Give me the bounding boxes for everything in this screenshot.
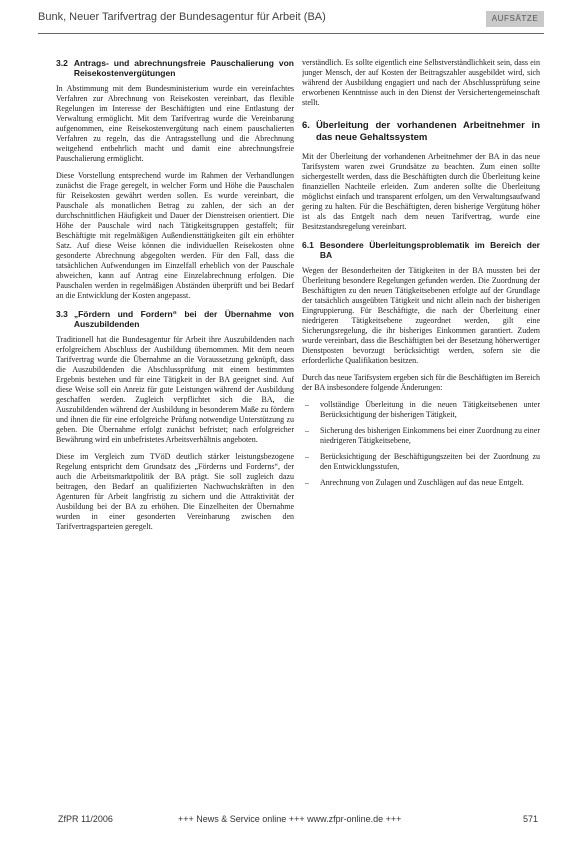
paragraph: Diese Vorstellung entsprechend wurde im Rahmen der Verhandlungen zunächst die Frage geregelt, in welcher Form und Höhe die Pauschalen für Reisekosten gewährt werden sollen. Es wurde vereinbart, die Pauschale als monatlichen Betrag zu zahlen, der sich an der durchschnittlichen Häufigkeit und Dauer der Dienstreisen orientiert. Die Höhe der Pauschale wird nach Tätigkeitsgruppen gestaffelt; für Beschäftigte mit regelmäßigen Außendiensttätigkeiten gilt ein erhöhter Satz. Auf diese Weise können die individuellen Reisekosten ohne gesonderte Abrechnung abgegolten werden. Für den Fall, dass die tatsächlichen Aufwendungen im Einzelfall erheblich von der Pauschale abweichen, kann auf Antrag eine Einzelabrechnung erfolgen. Die Pauschalen werden in regelmäßigen Abständen überprüft und bei Bedarf an die Entwicklung der Kosten angepasst. — [56, 171, 294, 300]
journal-issue: ZfPR 11/2006 — [58, 814, 113, 824]
list-item — [302, 452, 540, 472]
paragraph: Wegen der Besonderheiten der Tätigkeiten in der BA mussten bei der Überleitung besondere Regelungen gefunden werden. Die Zuordnung der Beschäftigten zu den neuen Tätigkeitsebenen erfolgte auf der Grundlage der tatsächlich ausgeübten Tätigkeit und nicht allein nach der bisherigen Eingruppierung. Für Beschäftigte, die nach der Überleitung einer niedrigeren Tätigkeitsebene zugeordnet werden, gilt eine Sicherungsregelung, die ihr bisheriges Einkommen garantiert. Zudem wurde vereinbart, dass die Beschäftigten bei der Besetzung höherwertiger Dienstposten bevorzugt berücksichtigt werden, sofern sie die erforderliche Qualifikation besitzen. — [302, 266, 540, 365]
paragraph: verständlich. Es sollte eigentlich eine Selbstverständlichkeit sein, dass ein junger Mensch, der auf Kosten der Beitragszahler ausgebildet wird, sich während der Ausbildung engagiert und nach der Abschlussprüfung seine erworbenen Kenntnisse auch in den Dienst der Versichertengemeinschaft stellt. — [302, 58, 540, 107]
dash-bullet-icon: – — [305, 452, 309, 461]
page-number: 571 — [522, 814, 538, 824]
list-item-text: vollständige Überleitung in die neuen Tätigkeitsebenen unter Berücksichtigung der bisherigen Tätigkeit, — [320, 400, 540, 419]
list-item — [302, 400, 540, 420]
section-heading-text: Überleitung der vorhandenen Arbeitnehmer in das neue Gehaltssystem — [315, 120, 540, 143]
list-item-text: Anrechnung von Zulagen und Zuschlägen auf das neue Entgelt. — [320, 478, 524, 487]
section-number: 3.3 — [56, 309, 68, 319]
dash-bullet-icon: – — [305, 400, 309, 409]
list-item-text: Berücksichtigung der Beschäftigungszeiten bei der Zuordnung zu den Entwicklungsstufen, — [320, 452, 540, 471]
dash-bullet-icon: – — [305, 426, 309, 435]
paragraph: Diese im Vergleich zum TVöD deutlich stärker leistungsbezogene Regelung entspricht dem Grundsatz des „Förderns und Forderns“, der auch die Arbeitsmarktpolitik der BA prägt. Sie soll zugleich dazu beitragen, den Bedarf an qualifizierten Nachwuchskräften in den Agenturen für Arbeit langfristig zu sichern und die Attraktivität der Ausbildung bei der BA zu erhöhen. Die Einzelheiten der Übernahme wurden in einer gesonderten Vereinbarung zwischen den Tarifvertragsparteien geregelt. — [56, 452, 294, 531]
section-heading-text: „Fördern und Fordern“ bei der Übernahme von Auszubildenden — [73, 309, 294, 329]
section-number: 6.1 — [302, 240, 314, 250]
left-column — [56, 58, 294, 804]
list-item-text: Sicherung des bisherigen Einkommens bei einer Zuordnung zu einer niedrigeren Tätigkeitsebene, — [320, 426, 540, 445]
paragraph: In Abstimmung mit dem Bundesministerium wurde ein vereinfachtes Verfahren zur Abrechnung von Reisekosten vereinbart, das flexible Regelungen im Interesse der Beschäftigten und eine Entlastung der Verwaltung ermöglicht. Mit dem Tarifvertrag wurde die Vereinbarung aufgenommen, eine Reisekostenvergütung nach einem pauschalierten Verfahren zu regeln, das die Antragsstellung und die Abrechnung weitgehend entbehrlich macht und damit eine abrechnungsfreie Pauschalierung ermöglicht. — [56, 84, 294, 163]
running-header — [38, 9, 544, 34]
section-heading-6 — [302, 120, 540, 144]
right-column — [302, 58, 540, 804]
section-heading-text: Antrags- und abrechnungsfreie Pauschalierung von Reisekostenvergütungen — [73, 58, 294, 78]
section-heading-3-2 — [56, 58, 294, 78]
section-heading-6-1 — [302, 240, 540, 260]
header-title: Bunk, Neuer Tarifvertrag der Bundesagentur für Arbeit (BA) — [38, 11, 326, 23]
section-badge: AUFSÄTZE — [486, 11, 544, 27]
section-number: 3.2 — [56, 58, 68, 68]
paragraph: Mit der Überleitung der vorhandenen Arbeitnehmer der BA in das neue Tarifsystem waren zwei Grundsätze zu beachten. Zum einen sollte sichergestellt werden, dass die Beschäftigten durch die Überleitung keine finanziellen Nachteile erleiden. Zum anderen sollte die Überleitung möglichst einfach und transparent erfolgen, um den Verwaltungsaufwand gering zu halten. Für die Beschäftigten, deren bisherige Vergütung höher ist als das Entgelt nach dem neuen Tarifvertrag, wurde eine Besitzstandsregelung vereinbart. — [302, 152, 540, 231]
paragraph: Traditionell hat die Bundesagentur für Arbeit ihre Auszubildenden nach erfolgreichem Abschluss der Ausbildung übernommen. Mit dem neuen Tarifvertrag wurde die Übernahme an die Voraussetzung geknüpft, dass die Auszubildenden die Abschlussprüfung mit einem bestimmten Ergebnis bestehen und für eine Tätigkeit in der BA geeignet sind. Auf diese Weise soll ein Anreiz für gute Leistungen während der Ausbildung geschaffen werden. Zugleich verpflichtet sich die BA, die Auszubildenden während der Ausbildung in besonderem Maße zu fördern und ihnen die für eine erfolgreiche Prüfung notwendige Unterstützung zu geben. Die Übernahme erfolgt zunächst befristet; nach erfolgreicher Bewährung wird ein unbefristetes Arbeitsverhältnis angeboten. — [56, 335, 294, 444]
list-item — [302, 478, 540, 488]
section-heading-text: Besondere Überleitungsproblematik im Bereich der BA — [319, 240, 540, 260]
section-heading-3-3 — [56, 309, 294, 329]
section-number: 6. — [302, 120, 310, 131]
footer-website: +++ News & Service online +++ www.zfpr-online.de +++ — [178, 814, 402, 824]
bullet-list — [302, 400, 540, 488]
paragraph: Durch das neue Tarifsystem ergeben sich für die Beschäftigten im Bereich der BA insbesondere folgende Änderungen: — [302, 373, 540, 392]
page-footer — [58, 814, 544, 828]
dash-bullet-icon: – — [305, 478, 309, 487]
list-item — [302, 426, 540, 446]
